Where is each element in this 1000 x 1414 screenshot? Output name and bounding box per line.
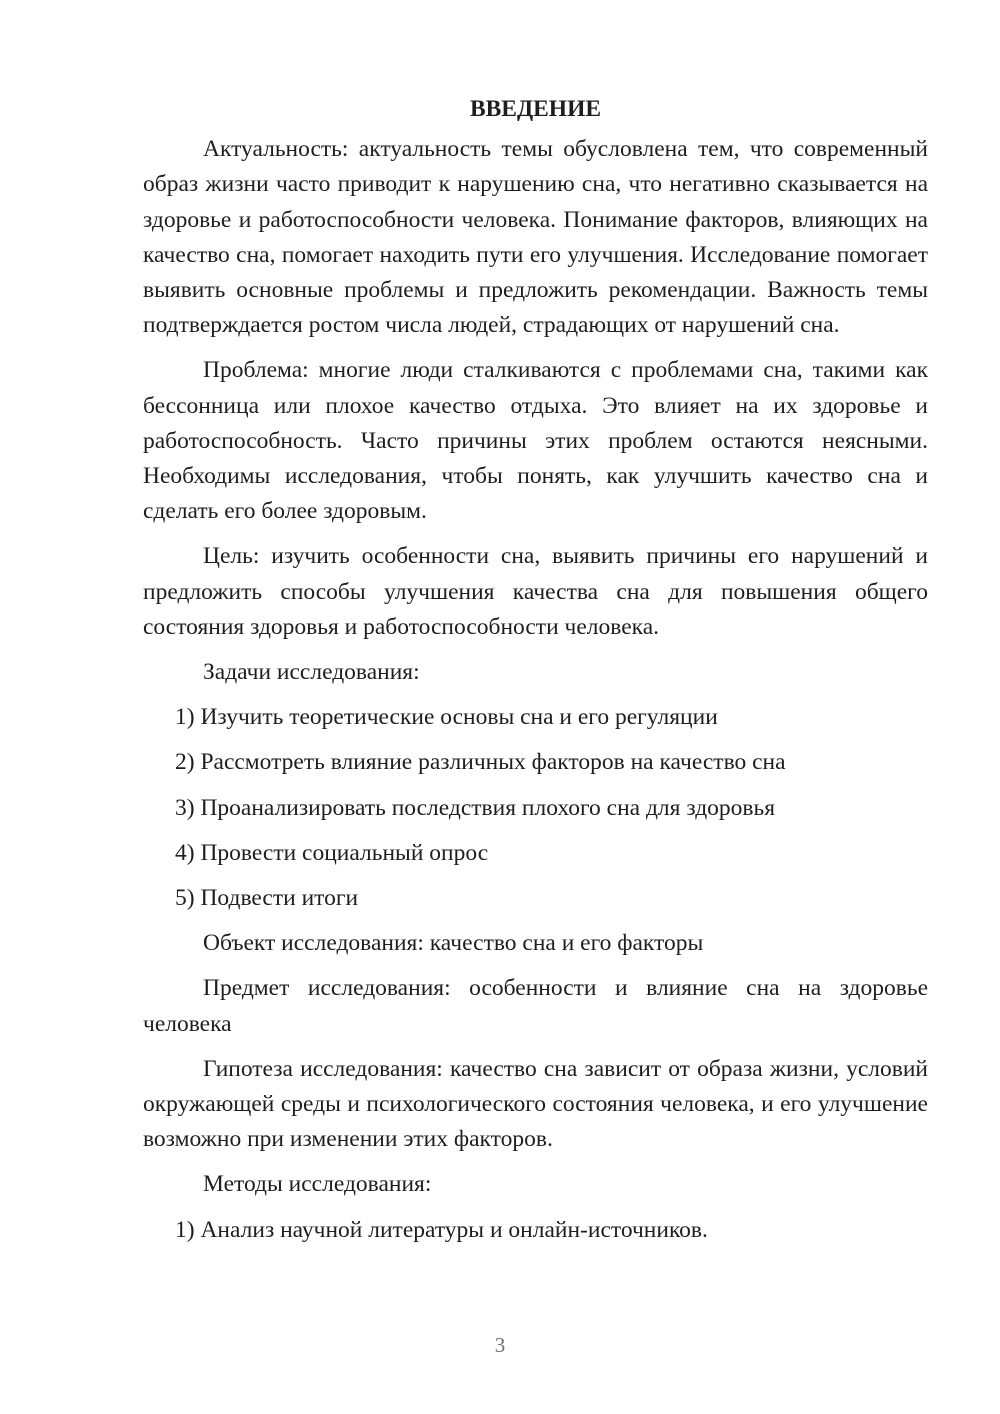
tasks-list xyxy=(143,700,928,916)
list-item: 4) Провести социальный опрос xyxy=(175,839,489,866)
paragraph-problem: Проблема: многие люди сталкиваются с проблемами сна, такими как бессонница или плохое качество отдыха. Это влияет на их здоровье и работоспособность. Часто причины этих проблем остаются неясными. Необходимы исследования, чтобы понять, как улучшить качество сна и сделать его более здоровым. xyxy=(143,357,928,525)
list-item: 5) Подвести итоги xyxy=(175,885,359,912)
page-number: 3 xyxy=(494,1333,506,1357)
paragraph-goal: Цель: изучить особенности сна, выявить причины его нарушений и предложить способы улучшения качества сна для повышения общего состояния здоровья и работоспособности человека. xyxy=(143,543,928,640)
section-heading: ВВЕДЕНИЕ xyxy=(469,96,602,122)
tasks-heading: Задачи исследования: xyxy=(203,659,420,686)
methods-list xyxy=(143,1213,928,1248)
page-content xyxy=(143,92,928,1258)
paragraph-object: Объект исследования: качество сна и его факторы xyxy=(203,930,704,957)
paragraph-relevance: Актуальность: актуальность темы обусловлена тем, что современный образ жизни часто приводит к нарушению сна, что негативно сказывается на здоровье и работоспособности человека. Понимание факторов, влияющих на качество сна, помогает находить пути его улучшения. Исследование помогает выявить основные проблемы и предложить рекомендации. Важность темы подтверждается ростом числа людей, страдающих от нарушений сна. xyxy=(143,136,928,339)
list-item: 1) Изучить теоретические основы сна и его регуляции xyxy=(175,704,718,731)
paragraph-subject: Предмет исследования: особенности и влияние сна на здоровье человека xyxy=(143,975,928,1037)
list-item: 1) Анализ научной литературы и онлайн-источников. xyxy=(175,1216,708,1243)
methods-heading: Методы исследования: xyxy=(203,1171,432,1198)
paragraph-hypothesis: Гипотеза исследования: качество сна зависит от образа жизни, условий окружающей среды и психологического состояния человека, и его улучшение возможно при изменении этих факторов. xyxy=(143,1055,928,1153)
list-item: 3) Проанализировать последствия плохого сна для здоровья xyxy=(175,794,776,821)
list-item: 2) Рассмотреть влияние различных факторов на качество сна xyxy=(175,749,786,776)
